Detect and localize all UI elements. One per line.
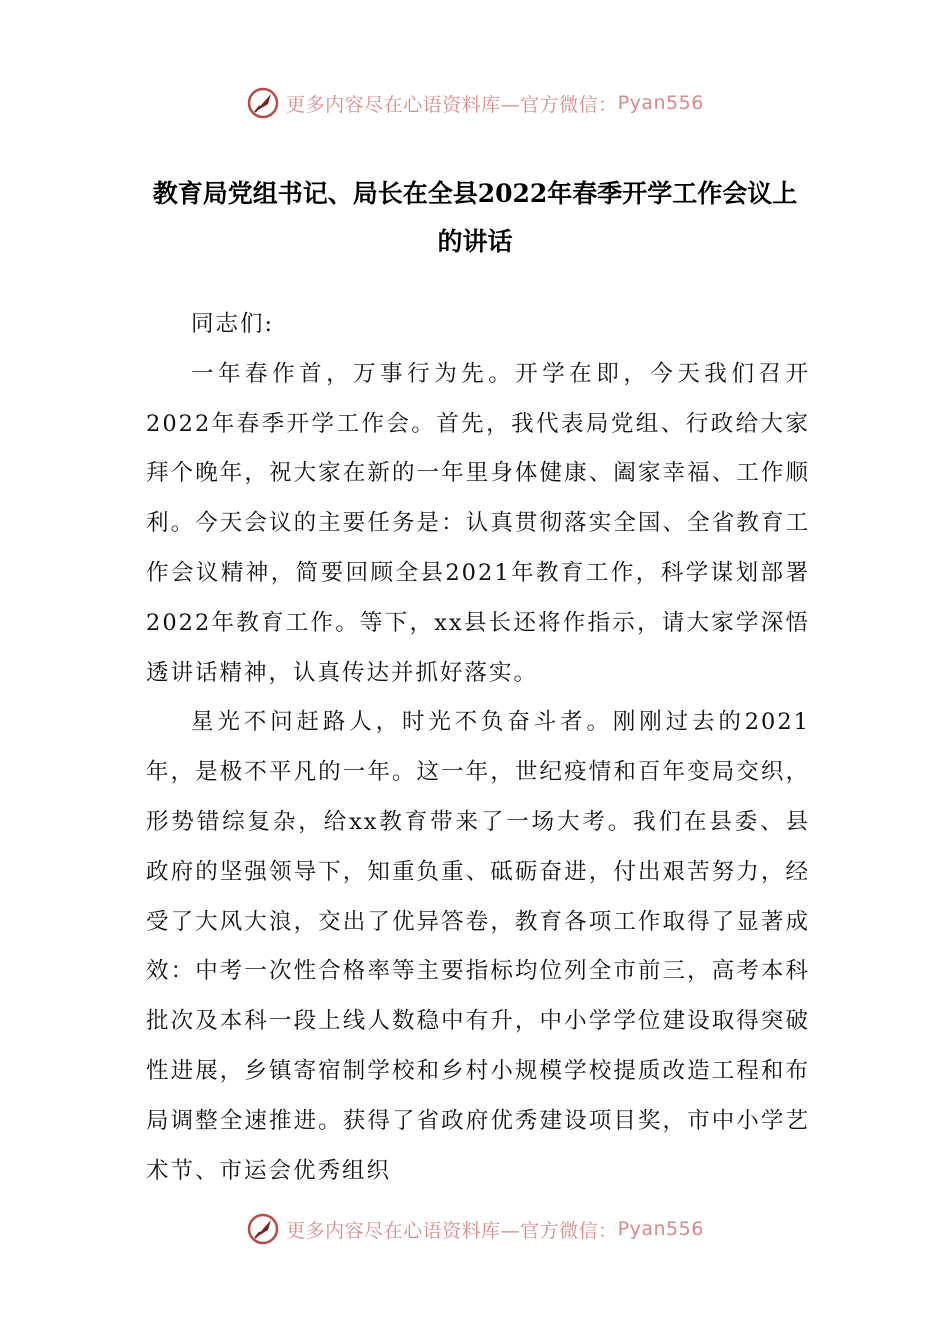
quill-logo-icon	[246, 1212, 280, 1246]
watermark-text-cn: 更多内容尽在心语资料库—官方微信：	[286, 93, 618, 116]
paragraph: 星光不问赶路人，时光不负奋斗者。刚刚过去的2021年，是极不平凡的一年。这一年，世纪疫情和百年变局交织，形势错综复杂，给xx教育带来了一场大考。我们在县委、县政府的坚强领导下，知重负重、砥砺奋进，付出艰苦努力，经受了大风大浪，交出了优异答卷，教育各项工作取得了显著成效：中考一次性合格率等主要指标均位列全市前三，高考本科批次及本科一段上线人数稳中有升，中小学学位建设取得突破性进展，乡镇寄宿制学校和乡村小规模学校提质改造工程和布局调整全速推进。获得了省政府优秀建设项目奖，市中小学艺术节、市运会优秀组织	[146, 709, 810, 1184]
watermark-text-en: Pyan556	[617, 1218, 704, 1240]
title-line-2: 的讲话	[437, 227, 513, 256]
watermark-footer	[0, 1209, 950, 1249]
salutation: 同志们:	[191, 311, 275, 337]
watermark-text-cn: 更多内容尽在心语资料库—官方微信：	[286, 1219, 618, 1242]
watermark-text-en: Pyan556	[617, 92, 704, 114]
paragraph: 一年春作首，万事行为先。开学在即，今天我们召开2022年春季开学工作会。首先，我代表局党组、行政给大家拜个晚年，祝大家在新的一年里身体健康、阖家幸福、工作顺利。今天会议的主要任务是：认真贯彻落实全国、全省教育工作会议精神，简要回顾全县2021年教育工作，科学谋划部署2022年教育工作。等下，xx县长还将作指示，请大家学深悟透讲话精神，认真传达并抓好落实。	[146, 360, 810, 686]
watermark-header	[0, 83, 950, 123]
title-line-1: 教育局党组书记、局长在全县2022年春季开学工作会议上	[152, 179, 798, 208]
quill-logo-icon	[246, 86, 280, 120]
document-title	[100, 170, 850, 266]
document-body	[146, 300, 810, 1196]
